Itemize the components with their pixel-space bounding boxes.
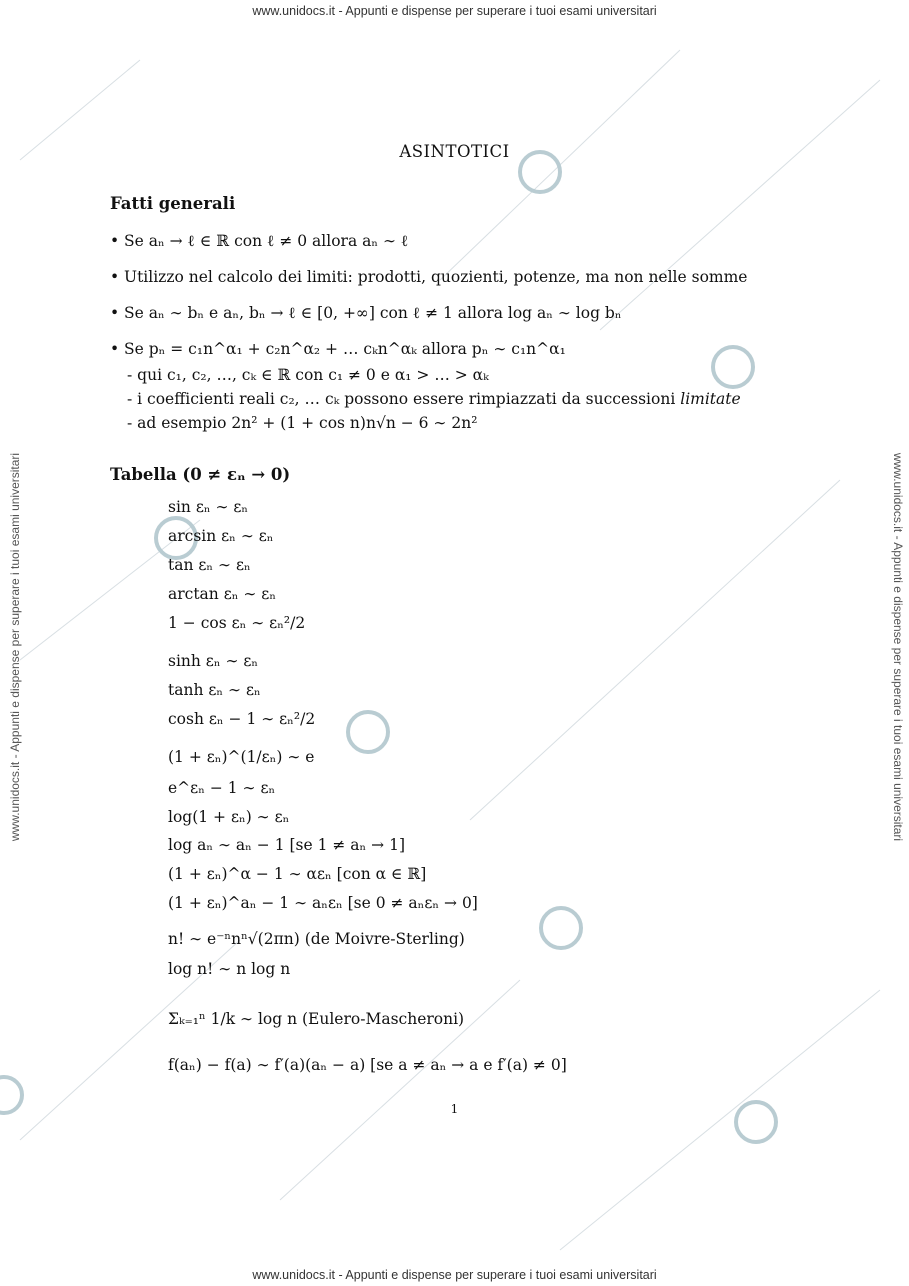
- sub-item: - ad esempio 2n² + (1 + cos n)n√n − 6 ∼ 2n²: [127, 414, 478, 432]
- watermark-right: www.unidocs.it - Appunti e dispense per superare i tuoi esami universitari: [891, 452, 905, 842]
- bullet-item: • Utilizzo nel calcolo dei limiti: prodotti, quozienti, potenze, ma non nelle somme: [110, 268, 748, 286]
- watermark-left: www.unidocs.it - Appunti e dispense per superare i tuoi esami universitari: [8, 452, 22, 842]
- row-formula: sinh εₙ ∼ εₙ: [168, 652, 259, 670]
- row-formula: arcsin εₙ ∼ εₙ: [168, 527, 274, 545]
- watermark-top: www.unidocs.it - Appunti e dispense per superare i tuoi esami universitari: [252, 4, 657, 18]
- row-formula: cosh εₙ − 1 ∼ εₙ²/2: [168, 710, 316, 728]
- row-formula: Σₖ₌₁ⁿ 1/k ∼ log n (Eulero-Mascheroni): [168, 1010, 465, 1028]
- row-formula: tan εₙ ∼ εₙ: [168, 556, 251, 574]
- row-formula: tanh εₙ ∼ εₙ: [168, 681, 261, 699]
- row-formula: f(aₙ) − f(a) ∼ f′(a)(aₙ − a) [se a ≠ aₙ → a e f′(a) ≠ 0]: [168, 1056, 567, 1074]
- watermark-bottom: www.unidocs.it - Appunti e dispense per superare i tuoi esami universitari: [252, 1268, 657, 1282]
- row-formula: log aₙ ∼ aₙ − 1 [se 1 ≠ aₙ → 1]: [168, 836, 406, 854]
- bullet-item: • Se aₙ ∼ bₙ e aₙ, bₙ → ℓ ∈ [0, +∞] con ℓ ≠ 1 allora log aₙ ∼ log bₙ: [110, 304, 622, 322]
- unidocs-logo-icon: [0, 152, 776, 1142]
- row-formula: (1 + εₙ)^(1/εₙ) ∼ e: [168, 748, 315, 766]
- row-formula: log(1 + εₙ) ∼ εₙ: [168, 808, 290, 826]
- section-heading-general: Fatti generali: [110, 194, 236, 213]
- sub-item: - qui c₁, c₂, …, cₖ ∈ ℝ con c₁ ≠ 0 e α₁ > … > αₖ: [127, 366, 489, 384]
- sub-item: - i coefficienti reali c₂, … cₖ possono essere rimpiazzati da successioni limitate: [127, 390, 741, 408]
- row-formula: arctan εₙ ∼ εₙ: [168, 585, 277, 603]
- row-formula: (1 + εₙ)^aₙ − 1 ∼ aₙεₙ [se 0 ≠ aₙεₙ → 0]: [168, 894, 478, 912]
- row-formula: sin εₙ ∼ εₙ: [168, 498, 249, 516]
- section-heading-table: Tabella (0 ≠ εₙ → 0): [110, 465, 291, 484]
- row-formula: e^εₙ − 1 ∼ εₙ: [168, 779, 276, 797]
- row-formula: n! ∼ e⁻ⁿnⁿ√(2πn) (de Moivre-Sterling): [168, 930, 465, 948]
- row-formula: 1 − cos εₙ ∼ εₙ²/2: [168, 614, 306, 632]
- page-number: 1: [450, 1102, 459, 1116]
- row-formula: (1 + εₙ)^α − 1 ∼ αεₙ [con α ∈ ℝ]: [168, 865, 427, 883]
- bullet-item: • Se aₙ → ℓ ∈ ℝ con ℓ ≠ 0 allora aₙ ∼ ℓ: [110, 232, 409, 250]
- row-formula: log n! ∼ n log n: [168, 960, 291, 978]
- page-title: ASINTOTICI: [399, 142, 510, 161]
- bullet-item: • Se pₙ = c₁n^α₁ + c₂n^α₂ + … cₖn^αₖ allora pₙ ∼ c₁n^α₁: [110, 340, 566, 358]
